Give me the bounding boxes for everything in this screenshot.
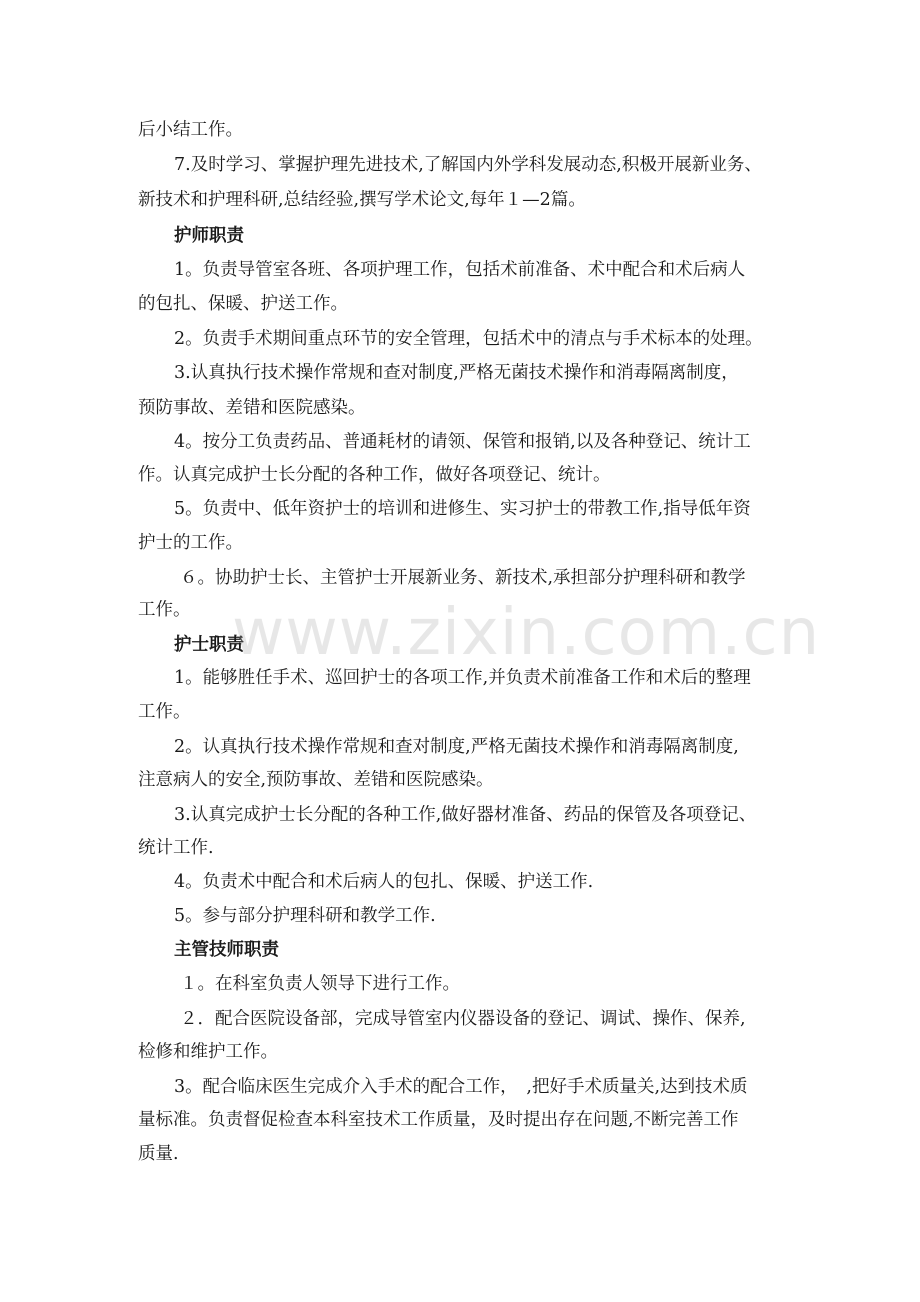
section-heading-nurse-practitioner: 护师职责 [174, 226, 244, 246]
paragraph-line: 后小结工作。 [138, 120, 243, 140]
paragraph-line: 的包扎、保暖、护送工作。 [138, 294, 348, 314]
paragraph-line: 新技术和护理科研,总结经验,撰写学术论文,每年１—2篇。 [138, 190, 586, 210]
paragraph-line: 注意病人的安全,预防事故、差错和医院感染。 [138, 770, 494, 790]
paragraph-line: 3.认真执行技术操作常规和查对制度,严格无菌技术操作和消毒隔离制度， [174, 363, 739, 383]
paragraph-line: 检修和维护工作。 [138, 1042, 278, 1062]
paragraph-line: 质量. [138, 1144, 179, 1164]
paragraph-line: 1。能够胜任手术、巡回护士的各项工作,并负责术前准备工作和术后的整理 [174, 668, 751, 688]
paragraph-line: 工作。 [138, 600, 191, 620]
section-heading-nurse: 护士职责 [174, 635, 244, 655]
watermark-text: www.zixin.com.cn [232, 596, 821, 670]
paragraph-line: 4。按分工负责药品、普通耗材的请领、保管和报销,以及各种登记、统计工 [174, 432, 751, 452]
paragraph-line: 7.及时学习、掌握护理先进技术,了解国内外学科发展动态,积极开展新业务、 [174, 155, 762, 175]
paragraph-line: １。在科室负责人领导下进行工作。 [180, 974, 460, 994]
paragraph-line: 1。负责导管室各班、各项护理工作，包括术前准备、术中配合和术后病人 [174, 260, 746, 280]
paragraph-line: 作。认真完成护士长分配的各种工作，做好各项登记、统计。 [138, 465, 611, 485]
paragraph-line: 3.认真完成护士长分配的各种工作,做好器材准备、药品的保管及各项登记、 [174, 805, 757, 825]
section-heading-supervising-technician: 主管技师职责 [174, 940, 279, 960]
paragraph-line: 量标准。负责督促检查本科室技术工作质量，及时提出存在问题,不断完善工作 [138, 1110, 739, 1130]
paragraph-line: 5。参与部分护理科研和教学工作. [174, 906, 436, 926]
paragraph-line: 工作。 [138, 702, 191, 722]
paragraph-line: 2。负责手术期间重点环节的安全管理，包括术中的清点与手术标本的处理。 [174, 329, 763, 349]
paragraph-line: ２．配合医院设备部，完成导管室内仪器设备的登记、调试、操作、保养, [180, 1009, 746, 1029]
paragraph-line: 预防事故、差错和医院感染。 [138, 398, 366, 418]
paragraph-line: 4。负责术中配合和术后病人的包扎、保暖、护送工作. [174, 872, 594, 892]
paragraph-line: 2。认真执行技术操作常规和查对制度,严格无菌技术操作和消毒隔离制度, [174, 737, 739, 757]
paragraph-line: 护士的工作。 [138, 533, 243, 553]
paragraph-line: 3。配合临床医生完成介入手术的配合工作， ,把好手术质量关,达到技术质 [174, 1077, 748, 1097]
paragraph-line: ６。协助护士长、主管护士开展新业务、新技术,承担部分护理科研和教学 [180, 568, 746, 588]
paragraph-line: 5。负责中、低年资护士的培训和进修生、实习护士的带教工作,指导低年资 [174, 499, 751, 519]
paragraph-line: 统计工作. [138, 838, 214, 858]
